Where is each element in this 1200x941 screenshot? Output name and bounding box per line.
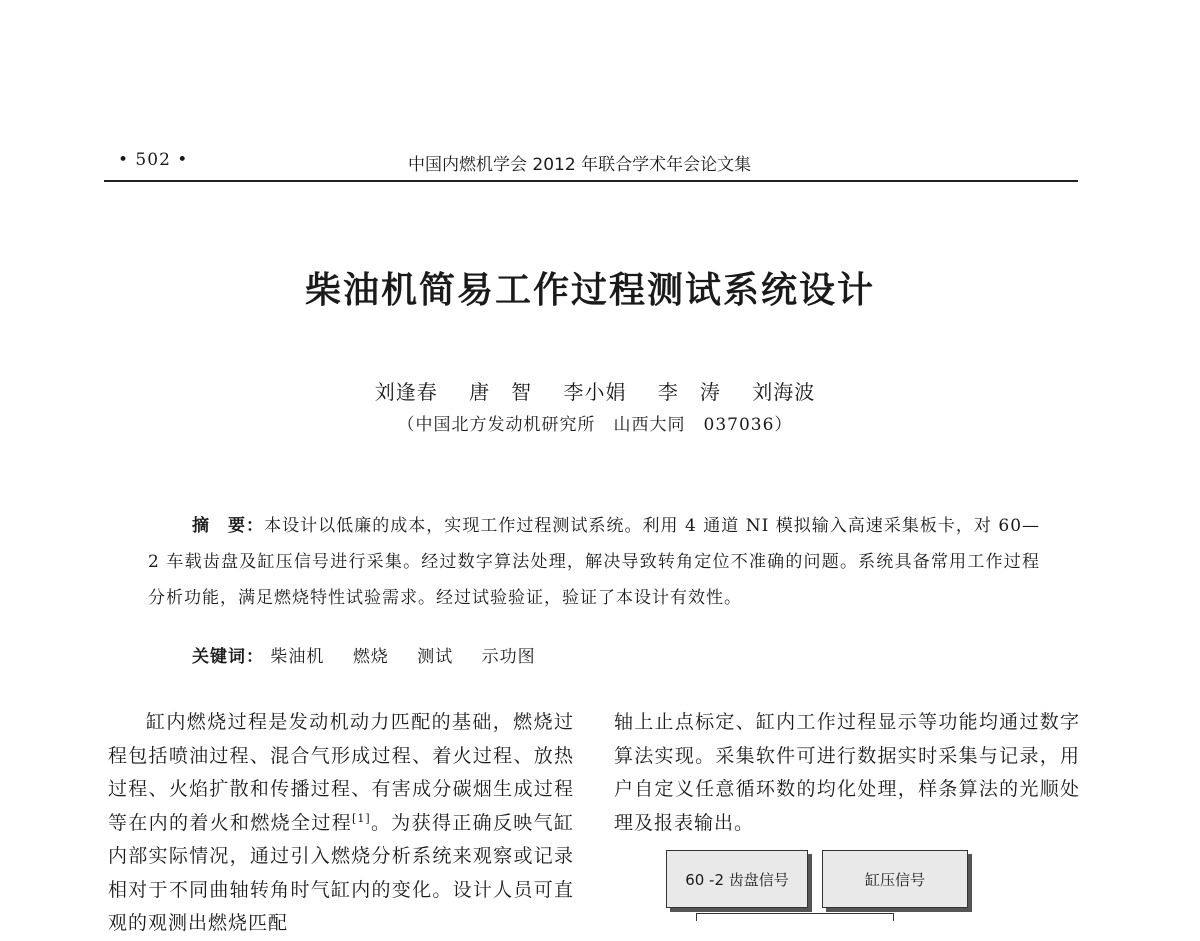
abstract-text: 本设计以低廉的成本，实现工作过程测试系统。利用 4 通道 NI 模拟输入高速采集板卡，对 60—2 车载齿盘及缸压信号进行采集。经过数字算法处理，解决导致转角定位不准确的问题。系统具备常用工作过程分析功能，满足燃烧特性试验需求。经过试验验证，验证了本设计有效性。 [148, 516, 1041, 608]
keywords [192, 642, 558, 667]
figure-box-label: 缸压信号 [864, 870, 925, 889]
citation-ref: [1] [352, 811, 371, 825]
author-list [0, 376, 1190, 405]
keyword: 示功图 [481, 647, 536, 667]
keywords-label: 关键词： [192, 647, 264, 667]
author: 李 涛 [657, 380, 721, 404]
keyword: 测试 [417, 647, 454, 667]
author: 刘海波 [752, 380, 816, 404]
body-text: 缸内燃烧过程是发动机动力匹配的基础，燃烧过程包括喷油过程、混合气形成过程、着火过程、放热过程、火焰扩散和传播过程、有害成分碳烟生成过程等在内的着火和燃烧全过程 [108, 711, 574, 834]
body-text: 轴上止点标定、缸内工作过程显示等功能均通过数字算法实现。采集软件可进行数据实时采集与记录，用户自定义任意循环数的均化处理，样条算法的光顺处理及报表输出。 [614, 711, 1080, 834]
abstract [148, 508, 1040, 616]
affiliation: （中国北方发动机研究所 山西大同 037036） [397, 415, 793, 435]
page-number: • 502 • [118, 150, 189, 170]
keyword: 燃烧 [352, 647, 389, 667]
body-text: 。为获得正确反映气缸内部实际情况，通过引入燃烧分析系统来观察或记录相对于不同曲轴转角时气缸内的变化。设计人员可直观的观测出燃烧匹配 [108, 811, 574, 934]
author: 李小娟 [563, 380, 627, 404]
figure-box-gear-signal [666, 850, 808, 908]
figure-box-pressure-signal [822, 850, 968, 908]
body-right-column [614, 706, 1080, 840]
abstract-label: 摘 要： [192, 516, 265, 536]
figure-box-label: 60 -2 齿盘信号 [685, 870, 789, 889]
header-rule [104, 180, 1078, 182]
figure-connector [696, 913, 894, 921]
running-header: 中国内燃机学会 2012 年联合学术年会论文集 [408, 155, 752, 175]
paper-title: 柴油机简易工作过程测试系统设计 [304, 270, 875, 311]
author: 唐 智 [469, 380, 533, 404]
body-left-column [108, 706, 574, 934]
keyword: 柴油机 [270, 647, 325, 667]
author: 刘逢春 [374, 380, 438, 404]
